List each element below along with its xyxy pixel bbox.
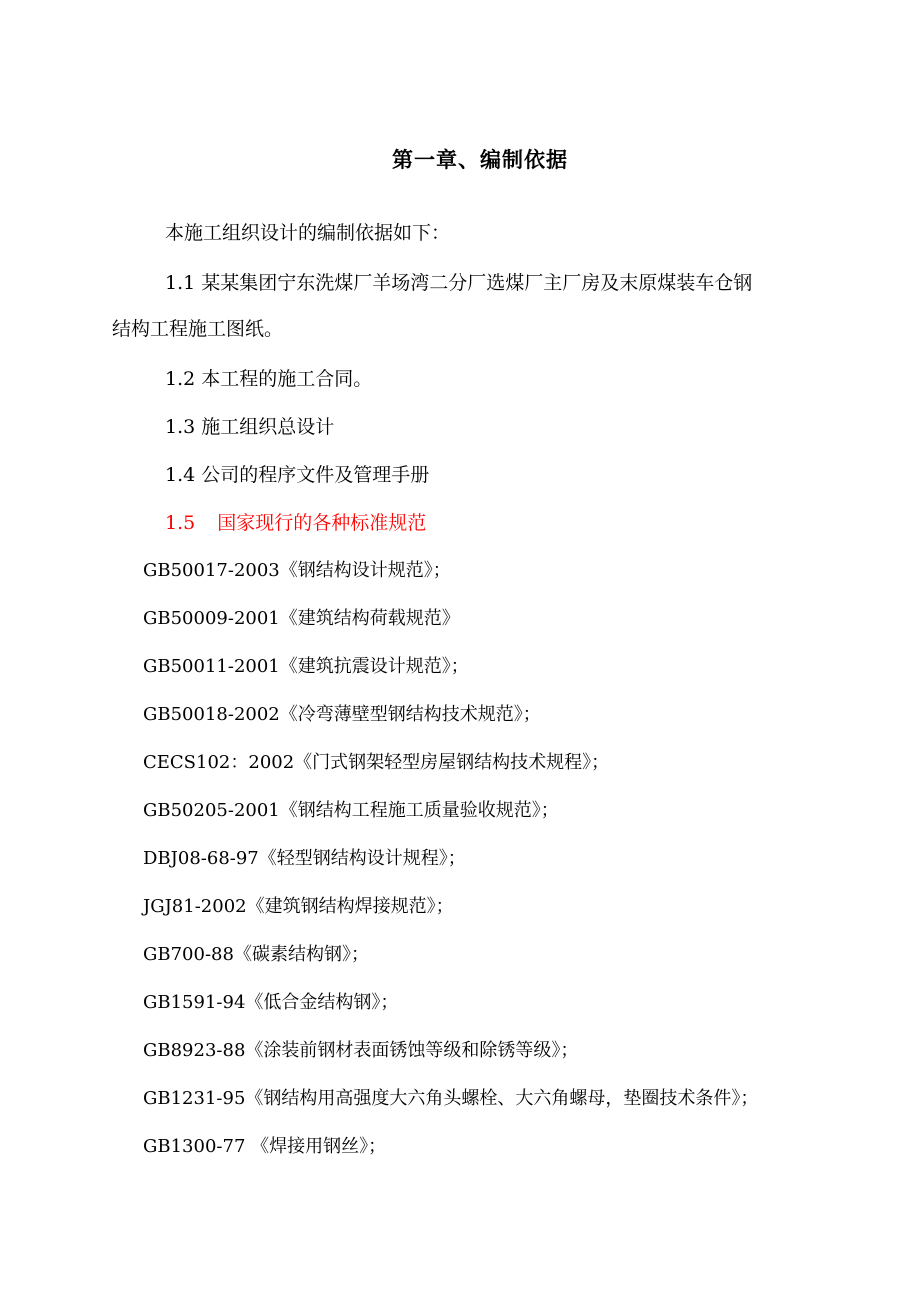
standard-item: GB50009-2001《建筑结构荷载规范》 <box>143 608 460 629</box>
standard-item: GB1300-77 《焊接用钢丝》； <box>143 1136 387 1157</box>
standard-item: GB50011-2001《建筑抗震设计规范》； <box>143 656 469 677</box>
standard-item: GB1231-95《钢结构用高强度大六角头螺栓、大六角螺母，垫圈技术条件》； <box>143 1088 759 1109</box>
standard-item: GB700-88《碳素结构钢》； <box>143 944 369 965</box>
item-1-5 <box>165 508 426 538</box>
standard-item: GB1591-94《低合金结构钢》； <box>143 992 399 1013</box>
standard-item: GB50205-2001《钢结构工程施工质量验收规范》； <box>143 800 559 821</box>
standard-item: GB8923-88《涂装前钢材表面锈蚀等级和除锈等级》； <box>143 1040 579 1061</box>
standard-item: GB50017-2003《钢结构设计规范》； <box>143 560 451 581</box>
item-1-1-line-1: 1.1 某某集团宁东洗煤厂羊场湾二分厂选煤厂主厂房及末原煤装车仓钢 <box>165 272 753 294</box>
standard-item: GB50018-2002《冷弯薄壁型钢结构技术规范》； <box>143 704 541 725</box>
intro-paragraph: 本施工组织设计的编制依据如下： <box>165 222 451 244</box>
item-1-4: 1.4 公司的程序文件及管理手册 <box>165 464 430 486</box>
standard-item: JGJ81-2002《建筑钢结构焊接规范》； <box>143 896 454 917</box>
standard-item: CECS102：2002《门式钢架轻型房屋钢结构技术规程》； <box>143 752 610 773</box>
chapter-title: 第一章、编制依据 <box>392 148 568 172</box>
item-1-2: 1.2 本工程的施工合同。 <box>165 368 373 390</box>
standard-item: DBJ08-68-97《轻型钢结构设计规程》； <box>143 848 466 869</box>
item-1-1-line-2: 结构工程施工图纸。 <box>112 318 284 340</box>
item-1-3: 1.3 施工组织总设计 <box>165 416 335 438</box>
item-1-5-number: 1.5 <box>165 512 196 534</box>
item-1-5-text: 国家现行的各种标准规范 <box>217 512 427 534</box>
